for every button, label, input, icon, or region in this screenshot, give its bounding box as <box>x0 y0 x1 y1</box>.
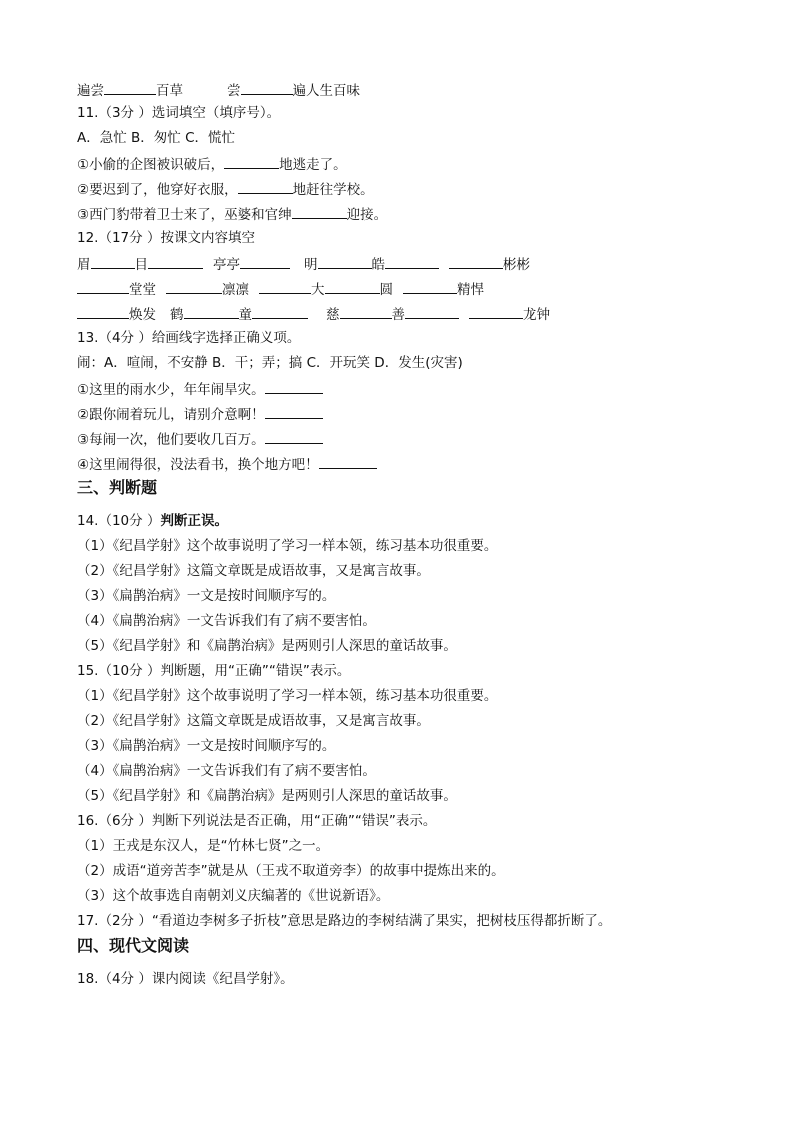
question-14-item-5: （5）《纪昌学射》和《扁鹊治病》是两则引人深思的童话故事。 <box>77 638 457 654</box>
answer-blank[interactable] <box>104 80 156 95</box>
question-13-sentence-1: ①这里的雨水少，年年闹旱灾。 <box>77 379 323 399</box>
answer-blank[interactable] <box>292 204 347 219</box>
answer-blank[interactable] <box>77 279 129 294</box>
answer-blank[interactable] <box>265 404 323 419</box>
question-14-item-4: （4）《扁鹊治病》一文告诉我们有了病不要害怕。 <box>77 613 376 629</box>
answer-blank[interactable] <box>325 279 380 294</box>
question-13-options: 闹：A．喧闹，不安静 B．干；弄；搞 C．开玩笑 D．发生(灾害) <box>77 355 463 371</box>
question-15-item-4: （4）《扁鹊治病》一文告诉我们有了病不要害怕。 <box>77 763 376 779</box>
answer-blank[interactable] <box>469 304 523 319</box>
answer-blank[interactable] <box>385 254 439 269</box>
answer-blank[interactable] <box>148 254 203 269</box>
answer-blank[interactable] <box>238 179 293 194</box>
answer-blank[interactable] <box>184 304 239 319</box>
answer-blank[interactable] <box>318 254 372 269</box>
question-13-title: 13.（4分 ）给画线字选择正确义项。 <box>77 330 301 346</box>
question-16-item-2: （2）成语“道旁苦李”就是从（王戎不取道旁李）的故事中提炼出来的。 <box>77 863 505 879</box>
answer-blank[interactable] <box>265 429 323 444</box>
question-12-row-3: 焕发 鹤 童 慈 善 龙钟 <box>77 304 550 324</box>
answer-blank[interactable] <box>340 304 392 319</box>
answer-blank[interactable] <box>166 279 222 294</box>
answer-blank[interactable] <box>77 304 129 319</box>
section-4-heading: 四、现代文阅读 <box>77 936 190 955</box>
answer-blank[interactable] <box>224 154 279 169</box>
question-15-item-2: （2）《纪昌学射》这篇文章既是成语故事，又是寓言故事。 <box>77 713 430 729</box>
question-11-sentence-2: ②要迟到了，他穿好衣服， 地赶往学校。 <box>77 179 374 199</box>
question-16-title: 16.（6分 ）判断下列说法是否正确，用“正确”“错误”表示。 <box>77 813 437 829</box>
question-11-sentence-1: ①小偷的企图被识破后， 地逃走了。 <box>77 154 347 174</box>
question-11-title: 11.（3分 ）选词填空（填序号）。 <box>77 105 281 121</box>
question-14-item-3: （3）《扁鹊治病》一文是按时间顺序写的。 <box>77 588 336 604</box>
top-line: 遍尝 百草 尝 遍人生百味 <box>77 80 360 100</box>
question-13-sentence-2: ②跟你闹着玩儿，请别介意啊！ <box>77 404 323 424</box>
answer-blank[interactable] <box>241 80 293 95</box>
answer-blank[interactable] <box>240 254 290 269</box>
section-3-heading: 三、判断题 <box>77 478 158 497</box>
question-12-title: 12.（17分 ）按课文内容填空 <box>77 230 255 246</box>
answer-blank[interactable] <box>319 454 377 469</box>
question-14-item-1: （1）《纪昌学射》这个故事说明了学习一样本领，练习基本功很重要。 <box>77 538 498 554</box>
question-15-item-3: （3）《扁鹊治病》一文是按时间顺序写的。 <box>77 738 336 754</box>
question-11-options: A．急忙 B．匆忙 C．慌忙 <box>77 130 236 146</box>
question-18: 18.（4分 ）课内阅读《纪昌学射》。 <box>77 971 294 987</box>
question-14-title: 14.（10分 ）判断正误。 <box>77 513 228 529</box>
question-15-title: 15.（10分 ）判断题，用“正确”“错误”表示。 <box>77 663 351 679</box>
answer-blank[interactable] <box>405 304 459 319</box>
question-16-item-1: （1）王戎是东汉人，是“竹林七贤”之一。 <box>77 838 330 854</box>
question-15-item-5: （5）《纪昌学射》和《扁鹊治病》是两则引人深思的童话故事。 <box>77 788 457 804</box>
question-14-item-2: （2）《纪昌学射》这篇文章既是成语故事，又是寓言故事。 <box>77 563 430 579</box>
answer-blank[interactable] <box>265 379 323 394</box>
answer-blank[interactable] <box>403 279 457 294</box>
question-13-sentence-4: ④这里闹得很，没法看书，换个地方吧！ <box>77 454 377 474</box>
answer-blank[interactable] <box>259 279 311 294</box>
answer-blank[interactable] <box>252 304 308 319</box>
question-16-item-3: （3）这个故事选自南朝刘义庆编著的《世说新语》。 <box>77 888 390 904</box>
answer-blank[interactable] <box>91 254 135 269</box>
question-11-sentence-3: ③西门豹带着卫士来了，巫婆和官绅 迎接。 <box>77 204 387 224</box>
question-15-item-1: （1）《纪昌学射》这个故事说明了学习一样本领，练习基本功很重要。 <box>77 688 498 704</box>
question-17: 17.（2分 ）“看道边李树多子折枝”意思是路边的李树结满了果实，把树枝压得都折断了。 <box>77 913 612 929</box>
question-13-sentence-3: ③每闹一次，他们要收几百万。 <box>77 429 323 449</box>
question-12-row-1: 眉 目 亭亭 明 皓 彬彬 <box>77 254 530 274</box>
question-12-row-2: 堂堂 凛凛 大 圆 精悍 <box>77 279 484 299</box>
answer-blank[interactable] <box>449 254 503 269</box>
